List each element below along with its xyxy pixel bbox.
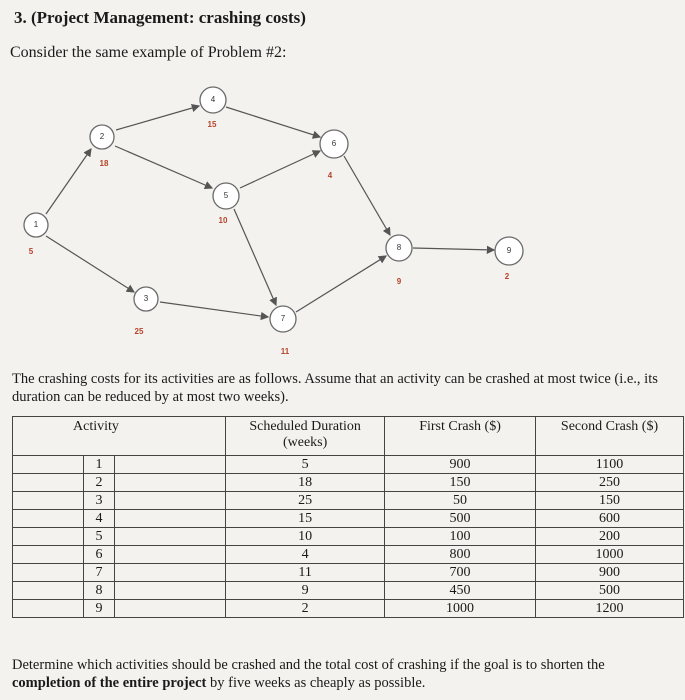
crashing-costs-table <box>12 416 684 618</box>
activity-cell: 5 <box>83 528 115 545</box>
table-header-row <box>13 417 684 456</box>
closing-question <box>12 656 672 692</box>
second-crash-cell: 250 <box>536 474 684 492</box>
node-2-label: 2 <box>99 132 105 142</box>
arc-5-7 <box>234 209 276 305</box>
activity-cell: 2 <box>83 474 115 491</box>
closing-text: Determine which activities should be crashed and the total cost of crashing if the goal is to shorten the <box>12 657 605 673</box>
header-first-crash: First Crash ($) <box>385 417 536 456</box>
duration-label-8: 9 <box>396 277 402 286</box>
duration-label-1: 5 <box>28 247 34 256</box>
duration-label-4: 15 <box>207 120 217 129</box>
node-1-label: 1 <box>33 220 39 230</box>
crashing-description: The crashing costs for its activities are as follows. Assume that an activity can be crashed at most twice (i.e., its duration can be reduced by at most two weeks). <box>12 371 658 405</box>
node-4 <box>200 87 226 113</box>
project-network-diagram <box>0 80 685 365</box>
duration-cell: 5 <box>226 456 385 474</box>
second-crash-cell: 900 <box>536 564 684 582</box>
first-crash-cell: 900 <box>385 456 536 474</box>
second-crash-cell: 1200 <box>536 600 684 618</box>
first-crash-cell: 100 <box>385 528 536 546</box>
activity-cell: 7 <box>83 564 115 581</box>
node-8 <box>386 235 412 261</box>
second-crash-cell: 200 <box>536 528 684 546</box>
arc-8-9 <box>413 248 494 250</box>
first-crash-cell: 50 <box>385 492 536 510</box>
table-row <box>13 564 684 582</box>
duration-cell: 2 <box>226 600 385 618</box>
duration-label-5: 10 <box>218 216 228 225</box>
node-5-label: 5 <box>223 191 229 201</box>
activity-cell: 3 <box>83 492 115 509</box>
table-row <box>13 456 684 474</box>
node-7-label: 7 <box>280 314 286 324</box>
first-crash-cell: 450 <box>385 582 536 600</box>
second-crash-cell: 600 <box>536 510 684 528</box>
arc-4-6 <box>226 107 320 137</box>
node-9 <box>495 237 523 265</box>
duration-label-7: 11 <box>280 347 290 356</box>
duration-label-2: 18 <box>99 159 109 168</box>
node-6-label: 6 <box>331 139 337 149</box>
duration-cell: 4 <box>226 546 385 564</box>
table-row <box>13 546 684 564</box>
table-row <box>13 510 684 528</box>
table-row <box>13 492 684 510</box>
duration-cell: 9 <box>226 582 385 600</box>
second-crash-cell: 1100 <box>536 456 684 474</box>
first-crash-cell: 500 <box>385 510 536 528</box>
header-duration: Scheduled Duration (weeks) <box>226 417 385 456</box>
node-5 <box>213 183 239 209</box>
duration-cell: 10 <box>226 528 385 546</box>
node-8-label: 8 <box>396 243 402 253</box>
second-crash-cell: 500 <box>536 582 684 600</box>
duration-cell: 25 <box>226 492 385 510</box>
activity-cell: 6 <box>83 546 115 563</box>
problem-subheading: Consider the same example of Problem #2: <box>10 44 287 61</box>
arc-1-3 <box>46 236 134 292</box>
node-9-label: 9 <box>506 246 512 256</box>
arc-2-4 <box>116 106 199 130</box>
duration-cell: 18 <box>226 474 385 492</box>
header-second-crash: Second Crash ($) <box>536 417 684 456</box>
node-7 <box>270 306 296 332</box>
closing-bold-text: completion of the entire project <box>12 675 207 691</box>
first-crash-cell: 700 <box>385 564 536 582</box>
activity-cell: 4 <box>83 510 115 527</box>
first-crash-cell: 800 <box>385 546 536 564</box>
arc-6-8 <box>344 156 390 235</box>
duration-cell: 15 <box>226 510 385 528</box>
closing-tail-text: by five weeks as cheaply as possible. <box>206 675 426 691</box>
arc-5-6 <box>240 151 320 188</box>
second-crash-cell: 1000 <box>536 546 684 564</box>
table-row <box>13 528 684 546</box>
node-1 <box>24 213 48 237</box>
problem-heading: 3. (Project Management: crashing costs) <box>14 8 306 27</box>
activity-cell: 8 <box>83 582 115 599</box>
table-row <box>13 474 684 492</box>
first-crash-cell: 150 <box>385 474 536 492</box>
duration-label-3: 25 <box>134 327 144 336</box>
first-crash-cell: 1000 <box>385 600 536 618</box>
arc-1-2 <box>46 149 91 214</box>
table-row <box>13 582 684 600</box>
node-4-label: 4 <box>210 95 216 105</box>
table-row <box>13 600 684 618</box>
second-crash-cell: 150 <box>536 492 684 510</box>
arc-7-8 <box>296 256 386 312</box>
duration-cell: 11 <box>226 564 385 582</box>
node-3 <box>134 287 158 311</box>
duration-label-6: 4 <box>327 171 333 180</box>
activity-cell: 9 <box>83 600 115 617</box>
node-6 <box>320 130 348 158</box>
arc-3-7 <box>160 302 268 317</box>
duration-label-9: 2 <box>504 272 510 281</box>
arc-2-5 <box>115 146 212 188</box>
node-2 <box>90 125 114 149</box>
node-3-label: 3 <box>143 294 149 304</box>
activity-cell: 1 <box>83 456 115 473</box>
header-activity: Activity <box>13 417 226 456</box>
